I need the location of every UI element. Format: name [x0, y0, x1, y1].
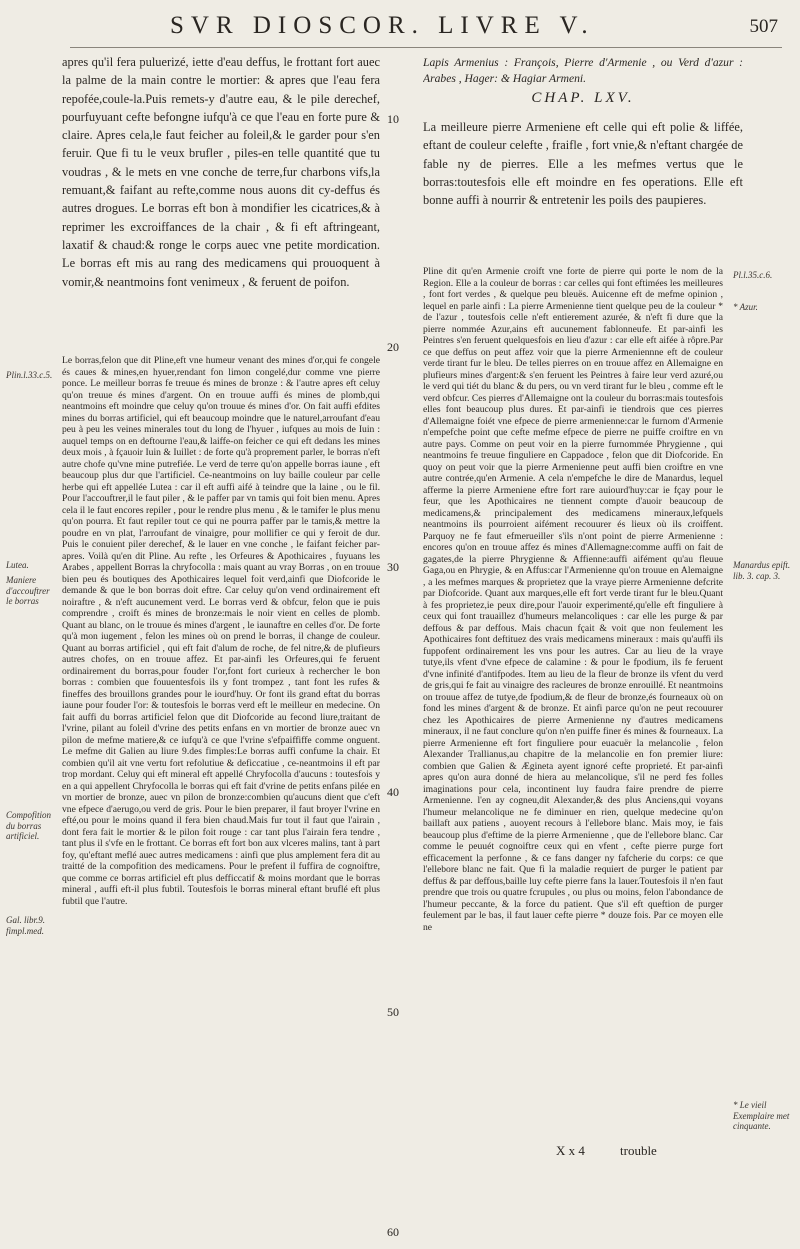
left-commentary-text: Le borras,felon que dit Pline,eft vne humeur venant des mines d'or,qui fe congele és caues & mines,en hyuer,rendant fon limon congelé,dur comme vne pierre ponce. Le meilleur borras fe treuue és mines de bronze : & l'autre apres eft celuy qu'on treuue és mines d'argent. On en trouue auffi és mines de plomb,qui neantmoins eft moindre que celuy qu'on trouue és mines d'or. On fait auffi efdites mines du borras artificiel, qui eft beaucoup moindre que le naturel,arroufant d'eau peu à peu les veines minerales tout du long de l'hyuer , iufques au mois de Iuin : auquel temps on en deftourne l'eau,& laiffe-on feicher ce qui eft dedans les mines deux mois , à fçauoir Iuin & Iuillet : de forte qu'à proprement parler, le borras n'eft autre chofe qu'vne mine putrefiée. Le verd de terre qu'on appelle borras iaune , eft beaucoup plus dur que l'artificiel. Ce-neantmoins on luy baille couleur par celle herbe qui eft appellée Lutea : car il eft auffi aifé à teindre que la laine , ou le fil. Pour l'accouftrer,il le faut piler , & le paffer par vn tamis qui foit bien menu. Apres cela il le faut encores repiler , pour le rendre plus menu , & le tamifer le plus menu qu'on pourra. Et faut repiler tout ce qui ne pourra paffer par le tamis,& mettre la poudre en vn plat, l'arroufant de vinaigre, pour mollifier ce qui y feroit de dur. Puis le conuient piler derechef, & le lauer en vne conche , le faifant feicher par-apres. Voilà qu'en dit Pline. Au refte , les Orfeures & Apothicaires , fuyuans les Arabes , appellent Borras la chryfocolla : mais quant au vray Borras , on en trouue bien peu és boutiques des Apothicaires lequel foit verd,ainfi que Diofcoride le demande & que le bon borras doit eftre. Car celuy qu'on vend ordinairement eft noiraftre , & n'eft aucunement verd. Le borras verd & obfcur, felon que ie puis comprendre , croift és mines de bronze:mais le noir vient en celles de plomb. Quant au blanc, on le trouue és mines d'argent , le iaunaftre en celles d'or. De forte qu'à mon iugement , felon les mines où on prend le borras, il change de couleur. Quant au borras artificiel , qui eft fait d'alum de roche, de fel nitre,& de plufieurs autres chofes, on en trouue affez. Et par-ainfi les Orfeures,qui fe feruent ordinairement du borras,pour fouder l'or,font fort curieux à rechercher le bon borras : combien que fouuentesfois ils y font trompez , tant font les rufes & fineffes des brouillons grandes pour le iourd'huy. Or font ils grand eftat du borras iaune pour fouder l'or: & toutesfois le borras verd eft le meilleur en medecine. On fait auffi du borras artificiel felon que dit Diofcoride au fecond liure,traitant de l'vrine, pilant au foleil d'vrine des petits enfans en vn mortier de bronze auec vn pilon de mefme matiere,& ce iufqu'à ce que l'vrine s'efpaiffiffe comme onguent. Le mefme dit Galien au liure 9.des fimples:Le borras auffi confume la chair. Et combien qu'il ait vne vertu fort refolutiue & deficcatiue , ce-neantmoins il eft par trop mordant. Celuy qui eft mineral eft appellé Chryfocolla d'aucuns : toutesfois y en a qui appellent Chryfocolla le borras qui eft fait d'vrine de petits enfans pilée en vn mortier de bronze, auec vn pilon de bronze:combien qu'aucuns dient que c'eft vne efpece d'aerugo,ou verd de gris. Pour le bien preparer, il faut broyer l'vrine en efté,ou pour le moins quand il fera bien chaud.Mais fur tout il faut que l'airain , dont fera fait le mortier & le pilon foit rouge : car tant plus l'airain fera tendre , tant plus il s'vfe en le frottant. Ce borras eft fort bon aux vlceres malins, tant à part foy, qu'eftant meflé auec autres medicamens : ainfi que plus amplement fera dit au traitté de la compofition des medicamens. Pour le prefent il fuffira de cognoiftre, que comme ce borras artificiel eft plus defficcatif & moins mordant que le borras mineral , auffi eft-il plus fubtil. Toutesfois le borras mineral eftant bruflé eft plus fubtil que l'autre. [62, 355, 380, 907]
catchword: trouble [620, 1143, 657, 1158]
margin-note: Lutea. [6, 560, 29, 570]
margin-note: * Le vieil Exemplaire met cinquante. [733, 1100, 790, 1131]
right-commentary [423, 266, 723, 1136]
line-number: 50 [387, 1005, 399, 1019]
line-number: 30 [387, 560, 399, 574]
running-head: SVR DIOSCOR. LIVRE V. [170, 12, 595, 39]
signature-mark: X x 4 [556, 1143, 585, 1158]
line-number: 20 [387, 340, 399, 354]
margin-note: * Azur. [733, 302, 758, 312]
margin-note: Pl.l.35.c.6. [733, 270, 773, 280]
stone-names: Lapis Armenius : François, Pierre d'Armenie , ou Verd d'azur : Arabes , Hager: & Hagiar Armeni. [423, 56, 743, 85]
page-number: 507 [749, 16, 778, 37]
left-commentary [62, 355, 380, 1125]
chapter-heading: CHAP. LXV. [531, 90, 635, 106]
left-paragraph: apres qu'il fera puluerizé, iette d'eau deffus, le frottant fort auec la palme de la main contre le mortier: & apres que l'eau fera repofée,coule-la.Puis remets-y d'autre eau, & le pile derechef, pourfuyuant cefte befongne iufqu'à ce que l'eau en forte pure & claire. Apres cela,le faut feicher au foleil,& le garder pour s'en feruir. Que fi tu le veux brufler , piles-en telle quantité que tu voudras , & le mets en vne conche de terre,fur charbons vifs,la remuant,& faifant au refte,comme nous auons dit cy-deffus és autres drogues. Le borras eft bon à mondifier les cicatrices,& à reprimer les excroiffances de la chair , & fi eft aftringeant, laxatif & chaud:& ronge le corps auec vne petite mordication. Le borras eft mis au rang des medicamens qui prouoquent à vomir,& neantmoins font venimeux , & feruent de poifon. [62, 55, 380, 289]
line-number: 60 [387, 1225, 399, 1239]
line-number: 10 [387, 112, 399, 126]
right-commentary-text: Pline dit qu'en Armenie croift vne forte de pierre qui porte le nom de la Region. Elle a la couleur de borras : car celles qui font eftimées les meilleures , font fort verdes , & quelque peu bleuës. Auicenne eft de mefme opinion , lequel en parle ainfi : La pierre Armenienne tient quelque peu de la couleur * de l'azur , toutesfois celle n'eft entierement azurée, & n'eft fi dure que la pierre nommée Azur,ains eft aucunement fablonneufe. Et par-ainfi les Peintres s'en feruent quelquesfois en lieu d'azur : car elle eft aifée à rôpre.Par ce que deffus on peut affez voir que la pierre Armeniennne eft de couleur verde tirant fur le bleu. De telles pierres on en trouue affez en Allemaigne en plufieurs mines d'argent:& s'en feruent les Peintres à faire leur verd azuré,ou le verd qui tiét du blanc & du pers, ou vn verd tirant fur le bleu , comme eft le verd obfcur. Ces pierres d'Allemaigne ont la couleur du borras:mais toutesfois elles font beaucoup plus dures. Et par-ainfi ie tiendrois que ces pierres d'Allemaigne foiét vne efpece de pierre armenienne:car le furnom d'Armenie n'empefche point que cefte mefme efpece de pierre ne puiffe croiftre en vn autre pays. Comme on peut voir en la pierre furnommée Phrygienne , qui neantmoins fe treuue finguliere en Cappadoce , felon que dit Diofcoride. En quoy on peut voir que la pierre Armenienne peut auffi bien croiftre en vne autre contrée,qu'en Armenie. A cela n'empefche le dire de Manardus, lequel afferme la pierre Armeniene eftre fort rare auiourd'huy:car ie fçay pour le feur, que les Apothicaires ne tiennent compte d'auoir beaucoup de medicamens,& principalement des medicamens mineraux,lefquels neantmoins ils pourroient aifément recouurer és lieux où ils croiffent. Parquoy ne fe faut efmerueiller s'ils n'ont point de pierre Armenienne : encores qu'on en trouue affez és mines d'Allemagne:comme auffi on fait de gagates,de la pierre Phrygienne & Affienne:auffi aifément qu'au fleuue Gaga,ou en Phrygie, & en Affus:car l'Armenienne qu'on trouue en Alemaigne , a les mefmes marques & proprietez que la vraye pierre Armenienne defcrite par Diofcoride. Quant aux marques,elle eft fort verde tirant fur le bleu.Quant à fes proprietez,ie peux dire,pour l'auoir experimenté,qu'elle eft finguliere à ceux qui font trauaillez d'humeurs melancoliques : car elle les purge & par deffous & par deffous. Mais chacun fçait & voit que non feulement les Apothicaires font deftituez des vrais medicamens mineraux : mais qu'auffi ils fuppofent ordinairement les vns pour les autres. Car au lieu de la vraye tutye,ils vfent d'vne efpece de calamine : & pour le fpodium, ils fe feruent d'vne infinité d'antifpodes. Item au lieu de la fleur de bronze ils vfent du verd de gris,qui fe fait au vinaigre des racleures de bronze enrouillé. Et neantmoins on trouue affez de tutye,de fpodium,& de fleur de bronze,és fourneaux où on fond les mines d'argent & de bronze. Et ainfi parce qu'on ne peut recouurer chez les Apothicaires de pierre Armenienne ny d'autres medicamens mineraux, il ne faut conclure qu'on n'en puiffe finer és mines & fourneaux. La pierre Armenienne eft fort finguliere pour euacuër la melancolie , felon Alexander Trallianus,au chapitre de la melancolie en fon premier liure: combien que Galien & Ægineta ayent ignoré cefte proprieté. Et par-ainfi apres qu'on aura donné de hiera au melancolique, s'il ne perd fes folles imaginations pour cela, incontinent luy faudra faire prendre de pierre Armenienne. l'en ay cogneu,dit Alexander,& des plus Anciens,qui voyans l'humeur melancolique ne fe diminuer en rien, quelque medecine qu'on baillaft aux patiens , auoyent recours à l'ellebore blanc. Mais moy, ie fais beaucoup plus d'eftime de la pierre Armenienne , que de l'ellebore blanc. Car comme le peuuét cognoiftre ceux qui en vfent , cefte pierre purge fort efficacement la perfonne , & ce fans danger ny fafcherie du corps: ce que l'ellebore blanc ne fait. Que fi la maladie requiert de purger le patient par deffus & par deffous,baille luy cefte pierre fans la lauer.Toutesfois il n'en faut prendre que trois ou quatre fcrupules , ou plus ou moins, felon l'abondance de l'humeur peccante, & la force du patient. Que s'il eft queftion de purger feulement par le bas, il faut lauer cefte pierre * douze fois. Par ce moyen elle ne [423, 266, 723, 933]
margin-note: Plin.l.33.c.5. [6, 370, 53, 380]
left-main-text [62, 53, 380, 291]
right-paragraph: La meilleure pierre Armeniene eft celle qui eft polie & liffée, eftant de couleur celefte , fraifle , fort vnie,& n'eftant chargée de fable ny de pierres. Elle a les mefmes vertus que le borras:toutesfois elle eft moindre en fes operations. Elle eft bonne auffi à nourrir & entretenir les poils des paupieres. [423, 120, 743, 208]
margin-note: Manardus epift. lib. 3. cap. 3. [733, 560, 791, 581]
right-main-text [423, 118, 743, 209]
header-rule [70, 47, 782, 48]
margin-note: Maniere d'accouftrer le borras [6, 575, 50, 606]
line-number: 40 [387, 785, 399, 799]
margin-note: Gal. libr.9. fimpl.med. [6, 915, 46, 936]
margin-note: Compofition du borras artificiel. [6, 810, 52, 841]
